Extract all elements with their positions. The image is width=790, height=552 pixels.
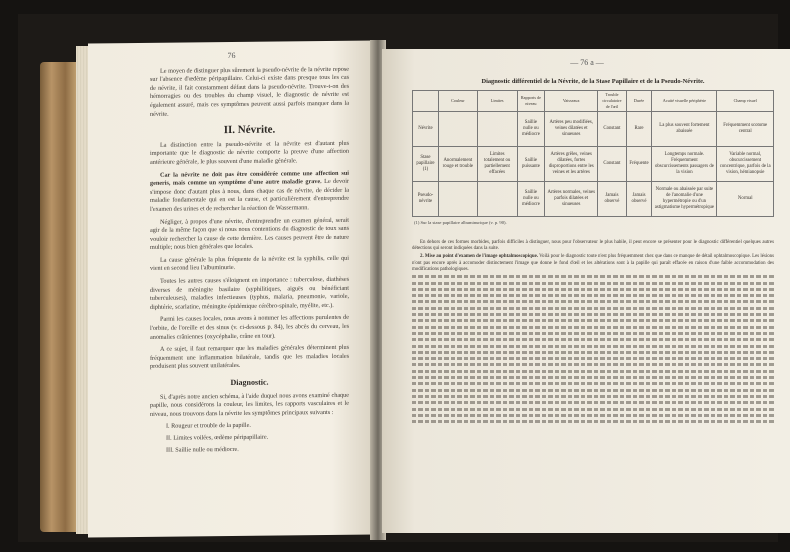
table-cell: Fréquente: [626, 147, 652, 182]
table-cell: [477, 112, 517, 147]
table-header: [413, 91, 439, 112]
intro-paragraph: Le moyen de distinguer plus sûrement la pseudo-névrite de la névrite repose sur l'absence d'œdème péripapillaire. Celui-ci existe dans presque tous les cas de névrite, il fait constamment défaut dans la pseudo-névrite. Trouve-t-on des hémorragies ou des troubles du champ visuel, le diagnostic de névrite est également assuré, mais ces symptômes peuvent aussi parfois manquer dans la névrite.: [150, 65, 349, 118]
table-cell: Longtemps normale. Fréquemment obscurcissements passagers de la vision: [652, 147, 717, 182]
table-cell: [477, 182, 517, 217]
table-cell: Rare: [626, 112, 652, 147]
table-header: Limites: [477, 91, 517, 112]
table-cell: Pseudo-névrite: [413, 182, 439, 217]
table-cell: Constant: [598, 147, 626, 182]
table-cell: Saillie nulle ou médiocre: [517, 182, 545, 217]
table-cell: La plus souvent fortement abaissée: [652, 112, 717, 147]
right-body-bold: 2. Mise au point d'examen de l'image ophtalmoscopique.: [420, 254, 538, 260]
table-cell: [438, 182, 477, 217]
list-item: III. Saillie nulle ou médiocre.: [166, 445, 239, 454]
table-header: Durée: [626, 91, 652, 112]
table-cell: Névrite: [413, 112, 439, 147]
table-row: [413, 147, 774, 182]
table-cell: Variable normal, obscurcissement concentrique, parfois de la vision, hémianopsie: [717, 147, 774, 182]
table-header: Couleur: [438, 91, 477, 112]
table-row: [413, 112, 774, 147]
list-item: I. Rougeur et trouble de la papille.: [166, 422, 251, 431]
table-cell: Saillie puissante: [517, 147, 545, 182]
table-cell: Artères normales, veines parfois dilatées et sinueuses: [545, 182, 598, 217]
list-item: II. Limites voilées, œdème péripapillaire.: [166, 433, 269, 442]
diagnostic-heading: Diagnostic.: [230, 377, 269, 388]
section-heading: II. Névrite.: [223, 123, 276, 137]
right-page: [382, 49, 790, 533]
table-cell: Saillie nulle ou médiocre: [517, 112, 545, 147]
paragraph-3: Négliger, à propos d'une névrite, d'entreprendre un examen général, serait agir de la même façon que si nous nous contentions du diagnostic de toux sans vouloir rechercher la cause de cette dernière. Les causes peuvent être de nature multiple; nous bien générales que locales.: [150, 216, 349, 252]
paragraph-6: Parmi les causes locales, nous avons à nommer les affections purulentes de l'orbite, de l'oreille et des sinus (v. ci-dessous p. 84), les abcès du cerveau, les anomalies crâniennes (oxycéphalie, crâne en tour).: [150, 314, 349, 341]
spacer: [412, 228, 774, 240]
paragraph-4: La cause générale la plus fréquente de la névrite est la syphilis, celle qui vient en second lieu l'albuminurie.: [150, 254, 349, 273]
table-cell: [438, 112, 477, 147]
table-header: Vaisseaux: [545, 91, 598, 112]
table-cell: Anormalement rouge et trouble: [438, 147, 477, 182]
right-body-rest: Voilà pour le diagnostic toute n'est plus fréquemment chez que dans ce manque de détail ophtalmoscopique. Les lésions n'ont pas encore après à accomoder distinctement l'image que donne le fond d'œil et les altérations sont à la papille qui paraît effacée en raison d'une faible accommodation des modifications pathologiques.: [412, 254, 774, 272]
differential-diagnosis-table: [412, 90, 774, 217]
paragraph-2-rest: Le devoir s'impose donc d'autant plus à nous, dans chaque cas de névrite, de décider la maladie fondamentale qui en est la cause, et particulièrement d'entreprendre l'examen des urines et de rechercher la réaction de Wassermann.: [150, 177, 349, 213]
table-cell: Normale ou abaissée par suite de l'anomalie d'une hypermétropie ou d'un astigmatisme hypermétropique: [652, 182, 717, 217]
left-page-number: 76: [227, 50, 236, 61]
paragraph-1: La distinction entre la pseudo-névrite et la névrite est d'autant plus importante que le diagnostic de névrite comporte la preuve d'une affection antérieure générale, le plus souvent d'une maladie générale.: [150, 139, 349, 166]
table-row: [413, 182, 774, 217]
table-cell: Artères grêles, veines dilatées, fortes disproportions entre les veines et les artères: [545, 147, 598, 182]
table-footnote: (1) Sur la stase papillaire albuminurique (v. p. 90).: [414, 220, 507, 226]
paragraph-7: A ce sujet, il faut remarquer que les maladies générales déterminent plus fréquemment une inflammation bilatérale, tandis que les maladies locales produisent plus souvent unilatérales.: [150, 343, 349, 371]
paragraph-5: Toutes les autres causes s'éloignent en importance : tuberculose, diathèses diverses de méningite basilaire (syphilitiques, aiguës ou bénéficiant tuberculeuses), maladies infectieuses (typhus, malaria, pneumonie, variole, diphtérie, scarlatine, méningite épidémique cérébro-spinale, myélite, etc.).: [150, 275, 349, 311]
right-page-number: — 76 a —: [570, 58, 604, 67]
table-cell: Fréquemment scotome central: [717, 112, 774, 147]
table-title: Diagnostic différentiel de la Névrite, de la Stase Papillaire et de la Pseudo-Névrite.: [481, 77, 705, 85]
right-body-section: [412, 254, 774, 273]
diagnostic-paragraph: Si, d'après notre ancien schéma, à l'aide duquel nous avons examiné chaque papille, nous considérons la couleur, les limites, les rapports vasculaires et le niveau, nous trouvons dans la névrite les symptômes principaux suivants :: [150, 391, 349, 418]
table-cell: Limites totalement ou partiellement effacées: [477, 147, 517, 182]
table-cell: Stase papillaire (1): [413, 147, 439, 182]
table-cell: Jamais observé: [626, 182, 652, 217]
book: [18, 14, 778, 542]
paragraph-2-bold: Car la névrite ne doit pas être considérée comme une affection sui generis, mais comme un symptôme d'une autre maladie grave.: [150, 169, 349, 187]
left-page: [88, 40, 375, 537]
paragraph-2: [150, 169, 349, 214]
table-header: Rapports de niveau: [517, 91, 545, 112]
table-cell: Jamais observé: [598, 182, 626, 217]
table-header: Champ visuel: [717, 91, 774, 112]
table-header: Acuité visuelle périphérie: [652, 91, 717, 112]
table-cell: Artères peu modifiées, veines dilatées et sinueuses: [545, 112, 598, 147]
table-cell: Normal: [717, 182, 774, 217]
illegible-text-block: [412, 275, 774, 423]
right-body-intro: En dehors de ces formes morbides, parfois difficiles à distinguer, nous pour l'observateur le plus habile, il peut encore se présenter pour le diagnostic différentiel quelques autres détections qui seront indiquées dans la suite.: [412, 239, 774, 252]
table-header: Trouble circulatoire de l'œil: [598, 91, 626, 112]
table-header-row: [413, 91, 774, 112]
table-cell: Constant: [598, 112, 626, 147]
